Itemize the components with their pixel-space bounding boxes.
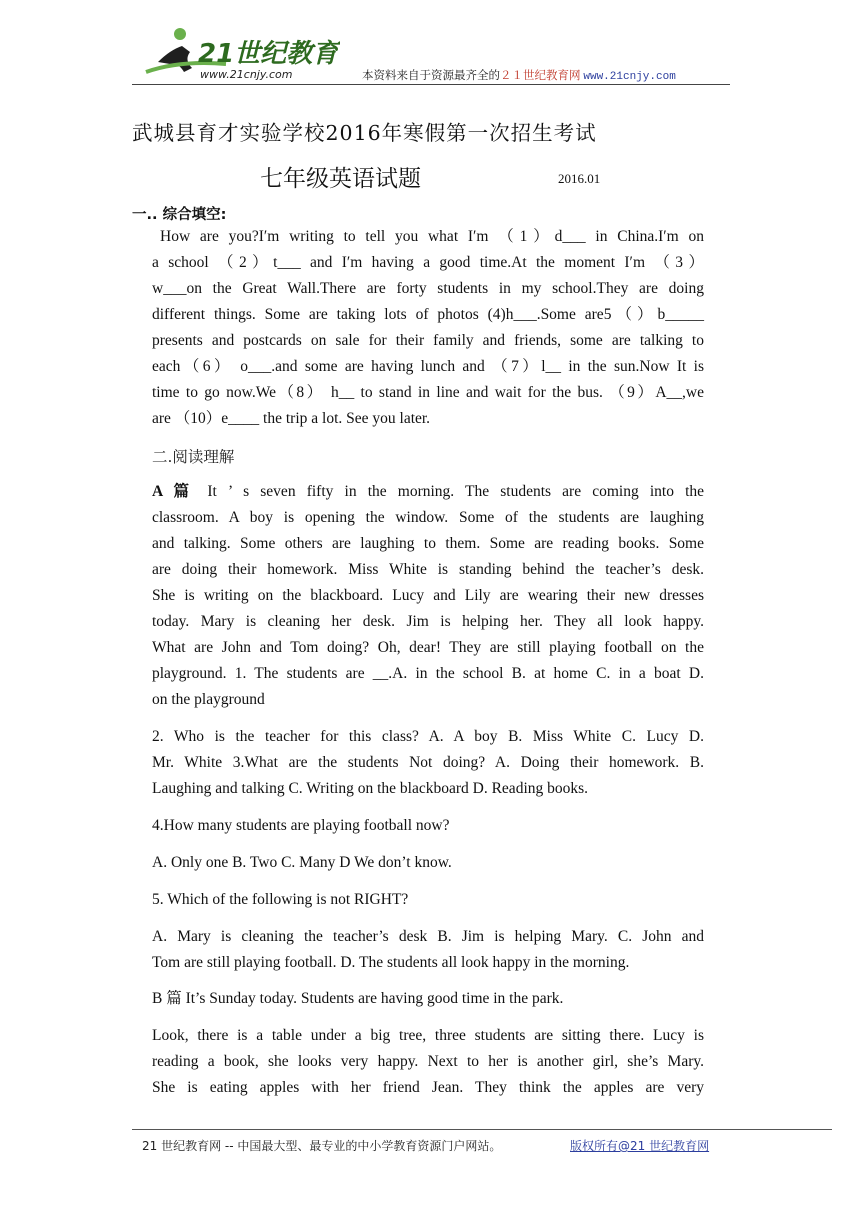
footer-copyright-link[interactable]: 版权所有@21 世纪教育网	[570, 1139, 710, 1153]
question-2-3	[152, 724, 704, 802]
passage-line: are （10）e____ the trip a lot. See you later.	[152, 410, 431, 427]
passage-line: and talking. Some others are laughing to them. Some are reading books. Some	[152, 535, 704, 552]
passage-b	[152, 1023, 704, 1101]
question-line: Tom are still playing football. D. The students all look happy in the morning.	[152, 954, 630, 971]
footer-text: 21 世纪教育网 -- 中国最大型、最专业的中小学教育资源门户网站。	[142, 1139, 502, 1153]
passage-line: Look, there is a table under a big tree, three students are sitting there. Lucy is	[152, 1027, 704, 1044]
header-note-prefix: 本资料来自于资源最齐全的	[362, 70, 500, 82]
passage-line: are doing their homework. Miss White is standing behind the teacher’s desk.	[152, 561, 704, 578]
question-4-options: A. Only one B. Two C. Many D We don’t know.	[152, 854, 452, 871]
school-title: 武城县育才实验学校2016年寒假第一次招生考试	[132, 121, 597, 145]
passage-a-tag: A 篇	[152, 483, 197, 500]
exam-date: 2016.01	[558, 171, 601, 186]
passage-line: on the playground	[152, 691, 265, 708]
passage-line: a school （2）t___ and I′m having a good time.At the moment I′m （3）	[152, 254, 704, 271]
passage-line: w___on the Great Wall.There are forty students in my school.They are doing	[152, 280, 704, 297]
header-note-url[interactable]: www.21cnjy.com	[583, 71, 676, 83]
header-note-link[interactable]: ２１世纪教育网	[500, 70, 581, 82]
logo-url: www.21cnjy.com	[200, 68, 293, 81]
passage-b-intro: B 篇 It’s Sunday today. Students are having good time in the park.	[152, 990, 564, 1007]
passage-line: presents and postcards on sale for their family and friends, some are talking to	[152, 332, 704, 349]
passage-line: She is writing on the blackboard. Lucy and Lily are wearing their new dresses	[152, 587, 704, 604]
passage-line: today. Mary is cleaning her desk. Jim is helping her. They all look happy.	[152, 613, 704, 630]
passage-line: time to go now.We（8） h__ to stand in line and wait for the bus. （9）A__,we	[152, 384, 704, 401]
exam-title: 七年级英语试题	[260, 166, 421, 192]
runner-logo-icon	[140, 22, 340, 86]
passage-line: How are you?I′m writing to tell you what I′m （1）d___ in China.I′m on	[160, 228, 704, 245]
section1-passage	[152, 224, 704, 432]
passage-a	[152, 479, 704, 713]
question-line: 2. Who is the teacher for this class? A. A boy B. Miss White C. Lucy D.	[152, 728, 704, 745]
footer-divider	[132, 1129, 832, 1130]
passage-line: She is eating apples with her friend Jean. They think the apples are very	[152, 1079, 704, 1096]
question-line: Mr. White 3.What are the students Not doing? A. Doing their homework. B.	[152, 754, 704, 771]
logo-text: 21世纪教育	[198, 39, 339, 69]
passage-line: each（6） o___.and some are having lunch and （7）l__ in the sun.Now It is	[152, 358, 704, 375]
section1-heading: 一.. 综合填空:	[132, 207, 227, 223]
question-5: 5. Which of the following is not RIGHT?	[152, 891, 409, 908]
passage-line: playground. 1. The students are __.A. in the school B. at home C. in a boat D.	[152, 665, 704, 682]
section2-heading: 二.阅读理解	[152, 448, 235, 466]
question-5-options	[152, 924, 704, 976]
passage-line: classroom. A boy is opening the window. Some of the students are laughing	[152, 509, 704, 526]
question-line: A. Mary is cleaning the teacher’s desk B. Jim is helping Mary. C. John and	[152, 928, 704, 945]
header-note	[362, 67, 676, 83]
passage-line: A 篇 It ’ s seven fifty in the morning. The students are coming into the	[152, 483, 705, 500]
question-4: 4.How many students are playing football now?	[152, 817, 450, 834]
passage-line: reading a book, she looks very happy. Next to her is another girl, she’s Mary.	[152, 1053, 704, 1070]
site-logo	[140, 22, 340, 86]
passage-line: different things. Some are taking lots of photos (4)h___.Some are5（）b_____	[152, 306, 704, 323]
passage-line: What are John and Tom doing? Oh, dear! They are still playing football on the	[152, 639, 704, 656]
header-divider	[132, 84, 730, 85]
question-line: Laughing and talking C. Writing on the blackboard D. Reading books.	[152, 780, 589, 797]
